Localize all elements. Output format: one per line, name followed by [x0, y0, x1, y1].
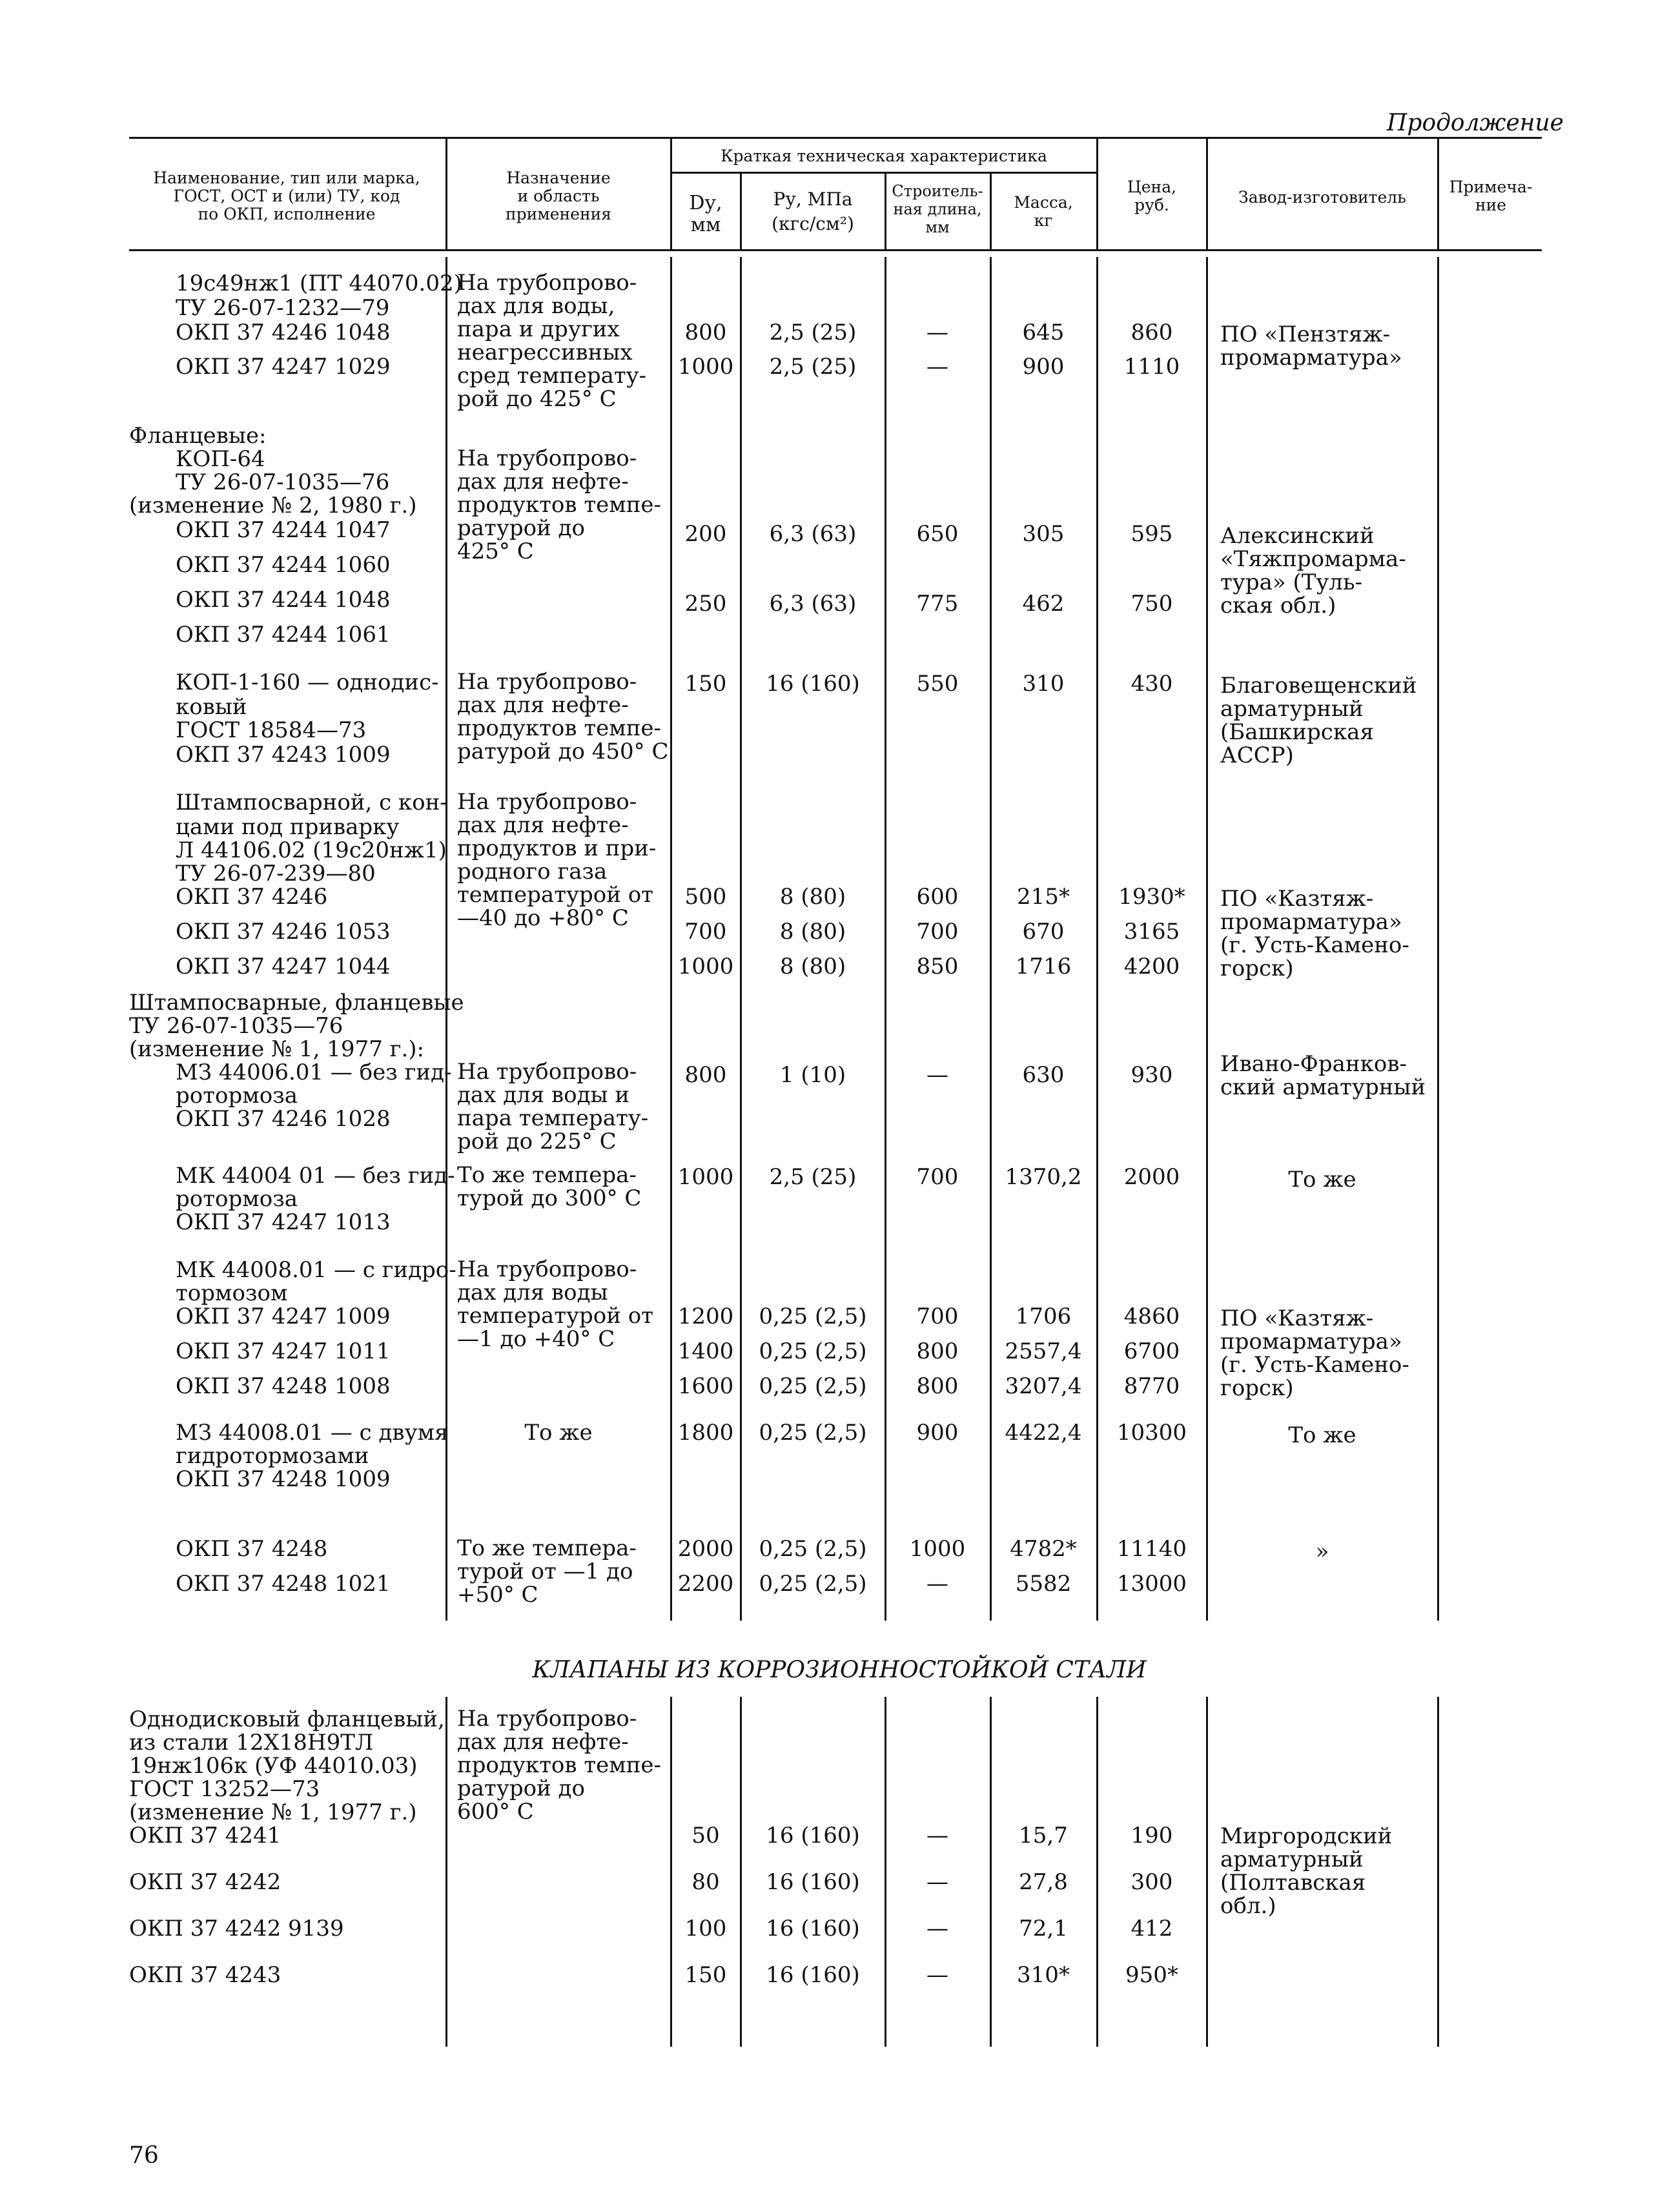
page-number: 76: [129, 2142, 159, 2169]
header-note: Примеча- ние: [1449, 178, 1533, 214]
header-bottom-rule: [129, 249, 1542, 251]
name-line: гидротормозами: [176, 1443, 369, 1469]
name-line: ОКП 37 4248 1021: [176, 1571, 391, 1597]
header-tech: Краткая техническая характеристика: [721, 147, 1047, 165]
section-title: КЛАПАНЫ ИЗ КОРРОЗИОННОСТОЙКОЙ СТАЛИ: [532, 1657, 1147, 1683]
name-line: из стали 12Х18Н9ТЛ: [129, 1730, 374, 1756]
cell-mass: 3207,4: [1005, 1373, 1082, 1399]
name-line: ОКП 37 4246 1028: [176, 1106, 391, 1132]
hdr-vline: [445, 138, 447, 249]
cell-price: 300: [1131, 1869, 1173, 1895]
name-line: ТУ 26-07-1035—76: [129, 1013, 343, 1039]
name-line: КОП-64: [176, 446, 265, 472]
cell-price: 3165: [1123, 919, 1180, 945]
cell-dy: 50: [691, 1823, 720, 1848]
cell-dy: 1400: [677, 1338, 734, 1364]
header-length: Строитель- ная длина, мм: [892, 182, 983, 236]
cell-mass: 215*: [1017, 884, 1070, 910]
cell-mass: 900: [1022, 354, 1065, 380]
name-line: ТУ 26-07-239—80: [176, 861, 376, 886]
name-line: тормозом: [176, 1280, 288, 1306]
cell-py: 8 (80): [779, 884, 846, 910]
purpose-cell: На трубопрово- дах для воды и пара температу- рой до 225° С: [457, 1059, 649, 1154]
name-line: ОКП 37 4241: [129, 1823, 281, 1848]
name-line: Л 44106.02 (19с20нж1): [176, 837, 447, 863]
maker-cell: То же: [1288, 1167, 1356, 1193]
cell-price: 860: [1131, 320, 1173, 345]
name-line: ОКП 37 4246 1053: [176, 919, 391, 945]
body-vline: [445, 257, 447, 1621]
name-line: Штампосварные, фланцевые: [129, 990, 464, 1016]
cell-dy: 1800: [677, 1420, 734, 1446]
cell-py: 16 (160): [766, 1823, 860, 1848]
name-line: ОКП 37 4244 1061: [176, 622, 391, 648]
cell-dy: 500: [684, 884, 727, 910]
cell-length: —: [926, 1869, 948, 1895]
cell-price: 10300: [1116, 1420, 1187, 1446]
maker-cell: ПО «Казтяж- промарматура» (г. Усть-Камено- горск): [1220, 1306, 1409, 1401]
cell-mass: 2557,4: [1005, 1338, 1082, 1364]
maker-cell: Благовещенский арматурный (Башкирская АССР): [1220, 673, 1417, 768]
name-line: МЗ 44006.01 — без гид-: [176, 1060, 452, 1085]
body-vline: [1437, 257, 1439, 1621]
name-line: ГОСТ 13252—73: [129, 1776, 320, 1802]
purpose-cell: На трубопрово- дах для воды, пара и других неагрессивных сред температу- рой до 425° С: [457, 270, 647, 412]
name-line: Штампосварной, с кон-: [176, 790, 447, 815]
name-line: ОКП 37 4244 1047: [176, 517, 391, 543]
running-head: Продолжение: [1387, 110, 1564, 136]
body-vline: [1437, 1697, 1439, 2047]
cell-mass: 1716: [1015, 954, 1072, 979]
header-price: Цена, руб.: [1127, 178, 1177, 214]
name-line: ОКП 37 4246: [176, 884, 328, 910]
purpose-cell: То же темпера- турой от —1 до +50° С: [457, 1535, 637, 1608]
name-line: ГОСТ 18584—73: [176, 717, 367, 743]
name-line: КОП-1-160 — однодис-: [176, 670, 439, 695]
cell-py: 0,25 (2,5): [759, 1420, 867, 1446]
cell-mass: 645: [1022, 320, 1065, 345]
cell-price: 1110: [1123, 354, 1180, 380]
name-line: ОКП 37 4247 1013: [176, 1209, 391, 1235]
cell-price: 13000: [1116, 1571, 1187, 1597]
cell-mass: 630: [1022, 1062, 1065, 1088]
name-line: Однодисковый фланцевый,: [129, 1706, 445, 1732]
cell-py: 1 (10): [779, 1062, 846, 1088]
header-dy: Dу, мм: [689, 192, 722, 236]
header-maker: Завод-изготовитель: [1238, 188, 1406, 207]
purpose-cell: На трубопрово- дах для нефте- продуктов темпе- ратурой до 425° С: [457, 445, 661, 564]
name-line: ОКП 37 4244 1060: [176, 552, 391, 578]
header-mass: Масса, кг: [1014, 193, 1073, 230]
cell-length: —: [926, 1571, 948, 1597]
cell-mass: 15,7: [1019, 1823, 1068, 1848]
header-py: Pу, МПа (кгс/см²): [772, 189, 854, 234]
maker-cell: »: [1315, 1539, 1329, 1564]
cell-price: 930: [1131, 1062, 1173, 1088]
cell-price: 412: [1131, 1916, 1173, 1941]
header-top-rule: [129, 137, 1542, 139]
cell-dy: 1200: [677, 1304, 734, 1329]
cell-dy: 100: [684, 1916, 727, 1941]
cell-dy: 2000: [677, 1536, 734, 1562]
cell-py: 8 (80): [779, 954, 846, 979]
cell-mass: 670: [1022, 919, 1065, 945]
cell-py: 16 (160): [766, 671, 860, 697]
name-line: ОКП 37 4242 9139: [129, 1916, 344, 1941]
cell-mass: 5582: [1015, 1571, 1072, 1597]
cell-dy: 2200: [677, 1571, 734, 1597]
cell-dy: 1000: [677, 1164, 734, 1190]
cell-dy: 150: [684, 671, 727, 697]
cell-price: 11140: [1116, 1536, 1187, 1562]
cell-price: 950*: [1125, 1962, 1178, 1988]
name-line: (изменение № 2, 1980 г.): [129, 493, 417, 518]
cell-price: 4860: [1123, 1304, 1180, 1329]
name-line: 19с49нж1 (ПТ 44070.02): [176, 271, 462, 296]
name-line: ковый: [176, 694, 247, 720]
cell-price: 430: [1131, 671, 1173, 697]
cell-dy: 1600: [677, 1373, 734, 1399]
cell-dy: 150: [684, 1962, 727, 1988]
cell-py: 0,25 (2,5): [759, 1536, 867, 1562]
cell-py: 16 (160): [766, 1962, 860, 1988]
name-line: ОКП 37 4243 1009: [176, 742, 391, 768]
cell-mass: 310: [1022, 671, 1065, 697]
name-line: ротормоза: [176, 1186, 298, 1212]
cell-py: 6,3 (63): [769, 591, 857, 617]
name-line: ОКП 37 4248: [176, 1536, 328, 1562]
cell-dy: 1000: [677, 354, 734, 380]
tech-group-rule: [670, 172, 1096, 174]
maker-cell: Ивано-Франков- ский арматурный: [1220, 1051, 1426, 1100]
body-vline: [1206, 1697, 1208, 2047]
body-vline: [445, 1697, 447, 2047]
cell-mass: 72,1: [1019, 1916, 1068, 1941]
cell-length: 900: [916, 1420, 959, 1446]
cell-length: —: [926, 1962, 948, 1988]
name-line: ротормоза: [176, 1083, 298, 1109]
name-line: ОКП 37 4242: [129, 1869, 281, 1895]
cell-dy: 1000: [677, 954, 734, 979]
cell-py: 0,25 (2,5): [759, 1304, 867, 1329]
name-line: МК 44004 01 — без гид-: [176, 1163, 455, 1189]
name-line: ОКП 37 4243: [129, 1962, 281, 1988]
purpose-cell: На трубопрово- дах для нефте- продуктов и при- родного газа температурой от —40 до +80° С: [457, 789, 657, 931]
cell-dy: 250: [684, 591, 727, 617]
cell-length: 775: [916, 591, 959, 617]
cell-length: 700: [916, 1164, 959, 1190]
cell-py: 0,25 (2,5): [759, 1338, 867, 1364]
cell-dy: 80: [691, 1869, 720, 1895]
maker-cell: Миргородский арматурный (Полтавская обл.): [1220, 1823, 1393, 1919]
name-line: (изменение № 1, 1977 г.):: [129, 1036, 424, 1062]
cell-price: 6700: [1123, 1338, 1180, 1364]
cell-length: 800: [916, 1373, 959, 1399]
cell-mass: 462: [1022, 591, 1065, 617]
cell-length: 1000: [909, 1536, 966, 1562]
cell-py: 0,25 (2,5): [759, 1373, 867, 1399]
cell-mass: 27,8: [1019, 1869, 1068, 1895]
cell-length: —: [926, 1916, 948, 1941]
cell-price: 595: [1131, 521, 1173, 547]
cell-length: 850: [916, 954, 959, 979]
name-line: ТУ 26-07-1232—79: [176, 295, 390, 321]
cell-py: 2,5 (25): [769, 320, 857, 345]
cell-length: —: [926, 1062, 948, 1088]
cell-dy: 800: [684, 320, 727, 345]
maker-cell: Алексинский «Тяжпромарма- тура» (Туль- ская обл.): [1220, 523, 1406, 619]
header-purpose: Назначение и область применения: [505, 169, 612, 223]
cell-length: —: [926, 354, 948, 380]
name-line: МЗ 44008.01 — с двумя: [176, 1420, 449, 1446]
maker-cell: ПО «Казтяж- промарматура» (г. Усть-Камено- горск): [1220, 886, 1409, 981]
header-name: Наименование, тип или марка, ГОСТ, ОСТ и (или) ТУ, код по ОКП, исполнение: [153, 169, 420, 223]
cell-mass: 305: [1022, 521, 1065, 547]
cell-mass: 1370,2: [1005, 1164, 1082, 1190]
name-line: ОКП 37 4248 1009: [176, 1466, 391, 1492]
purpose-cell: То же: [524, 1420, 593, 1446]
cell-price: 190: [1131, 1823, 1173, 1848]
cell-price: 8770: [1123, 1373, 1180, 1399]
cell-py: 6,3 (63): [769, 521, 857, 547]
cell-length: —: [926, 320, 948, 345]
cell-price: 2000: [1123, 1164, 1180, 1190]
cell-price: 1930*: [1118, 884, 1185, 910]
cell-length: —: [926, 1823, 948, 1848]
name-line: (изменение № 1, 1977 г.): [129, 1799, 417, 1825]
cell-dy: 800: [684, 1062, 727, 1088]
name-line: ТУ 26-07-1035—76: [176, 469, 390, 495]
maker-cell: То же: [1288, 1422, 1356, 1448]
name-line: ОКП 37 4246 1048: [176, 320, 391, 345]
cell-py: 2,5 (25): [769, 354, 857, 380]
cell-py: 16 (160): [766, 1869, 860, 1895]
cell-length: 550: [916, 671, 959, 697]
cell-price: 4200: [1123, 954, 1180, 979]
cell-length: 650: [916, 521, 959, 547]
purpose-cell: На трубопрово- дах для нефте- продуктов темпе- ратурой до 600° С: [457, 1706, 661, 1825]
cell-py: 8 (80): [779, 919, 846, 945]
body-vline: [1206, 257, 1208, 1621]
name-line: 19нж106к (УФ 44010.03): [129, 1753, 418, 1779]
cell-length: 800: [916, 1338, 959, 1364]
cell-py: 2,5 (25): [769, 1164, 857, 1190]
cell-py: 0,25 (2,5): [759, 1571, 867, 1597]
cell-mass: 4782*: [1010, 1536, 1077, 1562]
purpose-cell: На трубопрово- дах для нефте- продуктов темпе- ратурой до 450° С: [457, 669, 669, 764]
cell-length: 600: [916, 884, 959, 910]
name-line: ОКП 37 4247 1029: [176, 354, 391, 380]
name-line: ОКП 37 4247 1011: [176, 1338, 391, 1364]
cell-length: 700: [916, 919, 959, 945]
name-line: Фланцевые:: [129, 423, 267, 449]
name-line: ОКП 37 4244 1048: [176, 587, 391, 613]
name-line: ОКП 37 4247 1044: [176, 954, 391, 979]
name-line: цами под приварку: [176, 814, 400, 840]
purpose-cell: То же темпера- турой до 300° С: [457, 1162, 642, 1211]
maker-cell: ПО «Пензтяж- промарматура»: [1220, 322, 1402, 371]
cell-py: 16 (160): [766, 1916, 860, 1941]
cell-dy: 200: [684, 521, 727, 547]
cell-price: 750: [1131, 591, 1173, 617]
cell-dy: 700: [684, 919, 727, 945]
purpose-cell: На трубопрово- дах для воды температурой от —1 до +40° С: [457, 1256, 653, 1352]
name-line: ОКП 37 4247 1009: [176, 1304, 391, 1329]
name-line: ОКП 37 4248 1008: [176, 1373, 391, 1399]
cell-mass: 4422,4: [1005, 1420, 1082, 1446]
name-line: МК 44008.01 — с гидро-: [176, 1257, 456, 1283]
cell-mass: 310*: [1017, 1962, 1070, 1988]
cell-length: 700: [916, 1304, 959, 1329]
cell-mass: 1706: [1015, 1304, 1072, 1329]
